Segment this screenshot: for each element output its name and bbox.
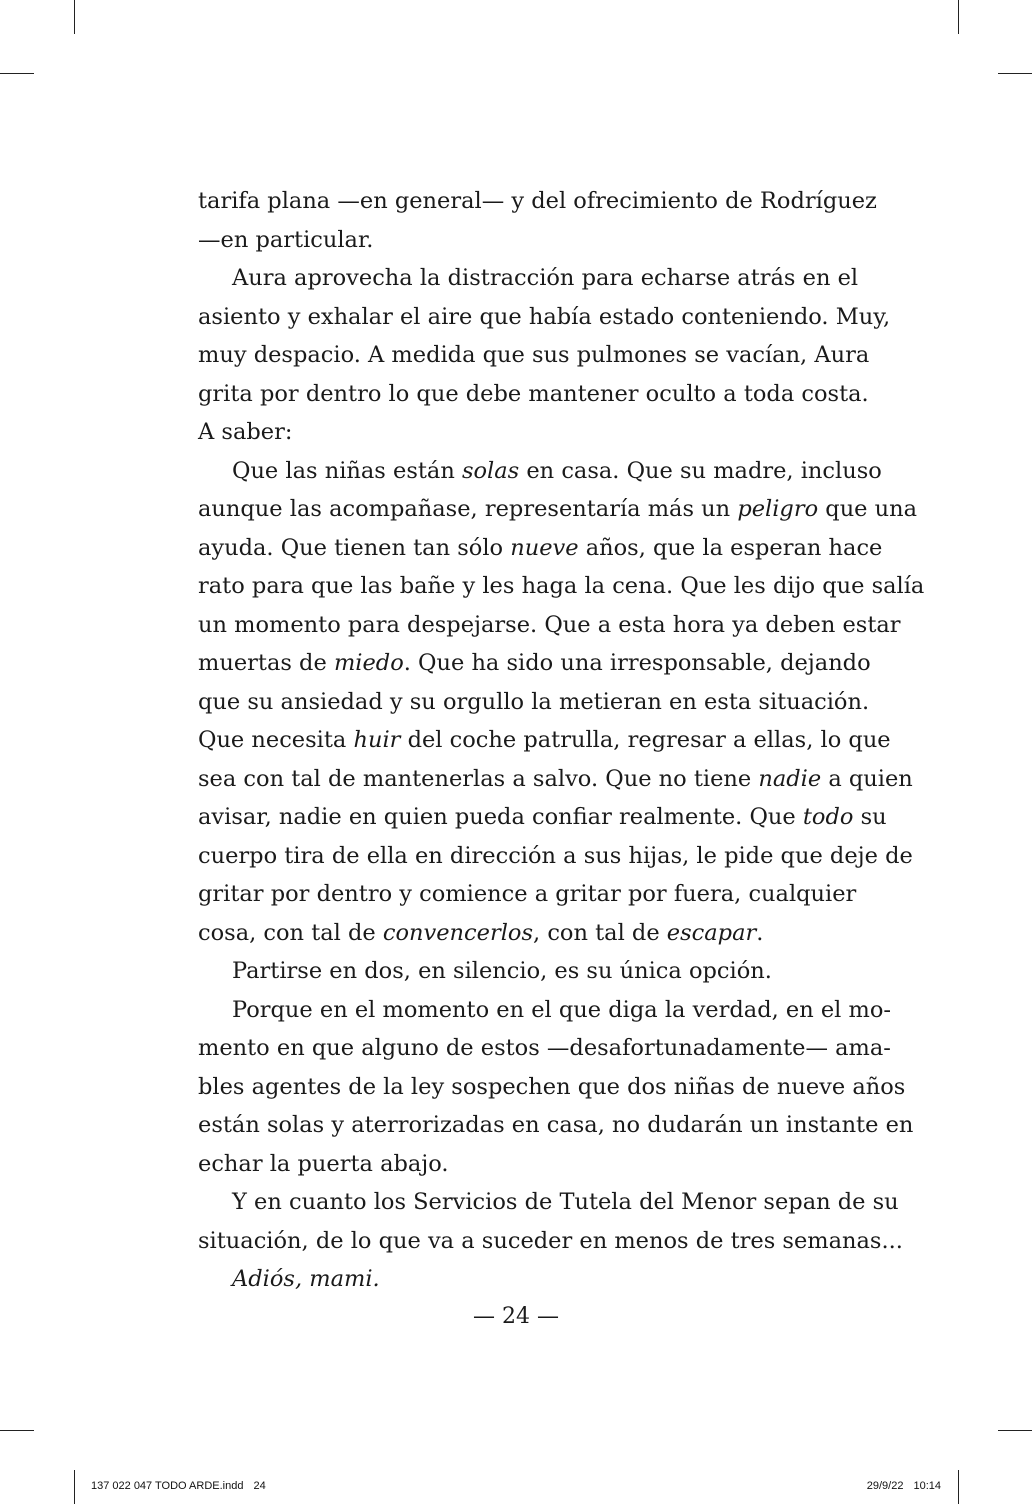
text-line: [198, 1260, 836, 1299]
text-line: echar la puerta abajo.: [198, 1150, 449, 1177]
text-line: sea con tal de mantenerlas a salvo. Que no tiene nadie a quien: [198, 765, 913, 792]
text-line: un momento para despejarse. Que a esta hora ya deben estar: [198, 611, 901, 638]
text-line: Y en cuanto los Servicios de Tutela del Menor sepan de su: [232, 1189, 899, 1215]
text-line: aunque las acompañase, representaría más un peligro que una: [198, 496, 918, 522]
italic-word: miedo: [333, 650, 404, 676]
text-line: avisar, nadie en quien pueda confiar realmente. Que todo su: [198, 804, 887, 830]
text-line: ayuda. Que tienen tan sólo nueve años, que la esperan hace: [198, 534, 883, 561]
text-line: asiento y exhalar el aire que había estado conteniendo. Muy,: [198, 303, 891, 330]
page-number: — 24 —: [473, 1304, 559, 1329]
slug-filename: 137 022 047 TODO ARDE.indd: [91, 1480, 244, 1492]
crop-mark-bottom-right: [958, 1470, 959, 1504]
text-line: Que las niñas están solas en casa. Que su madre, incluso: [232, 457, 882, 484]
italic-word: convencerlos: [382, 919, 534, 946]
italic-word: huir: [353, 727, 401, 753]
slug-page: 24: [253, 1480, 266, 1492]
italic-word: nueve: [510, 534, 579, 561]
slug-time: 10:14: [913, 1480, 941, 1492]
crop-mark-top-right: [958, 0, 959, 34]
text-line: gritar por dentro y comience a gritar por fuera, cualquier: [198, 881, 857, 907]
slug-file-info: [91, 1480, 266, 1492]
italic-word: nadie: [758, 765, 822, 792]
crop-mark-top-left: [74, 0, 75, 34]
text-line: grita por dentro lo que debe mantener oculto a toda costa.: [198, 380, 869, 407]
text-line: mento en que alguno de estos —desafortunadamente— ama-: [198, 1035, 891, 1061]
text-line: —en particular.: [198, 226, 374, 253]
text-line: Partirse en dos, en silencio, es su única opción.: [232, 958, 772, 984]
italic-word: solas: [461, 457, 520, 484]
text-line: Aura aprovecha la distracción para echarse atrás en el: [232, 265, 859, 291]
text-line: rato para que las bañe y les haga la cena. Que les dijo que salía: [198, 573, 925, 599]
text-line: situación, de lo que va a suceder en menos de tres semanas...: [198, 1227, 903, 1254]
slug-timestamp: [867, 1480, 941, 1492]
text-line: tarifa plana —en general— y del ofrecimiento de Rodríguez: [198, 188, 877, 214]
italic-word: escapar: [666, 919, 757, 946]
body-text: [198, 182, 925, 1299]
italic-word: Adiós, mami.: [232, 1266, 380, 1292]
text-line: cosa, con tal de convencerlos, con tal de escapar.: [198, 919, 764, 946]
italic-word: peligro: [737, 496, 819, 522]
text-line: muertas de miedo. Que ha sido una irresponsable, dejando: [198, 650, 871, 676]
italic-word: todo: [802, 804, 854, 830]
text-line: Porque en el momento en el que diga la verdad, en el mo-: [232, 996, 892, 1023]
text-line: cuerpo tira de ella en dirección a sus hijas, le pide que deje de: [198, 842, 913, 869]
crop-mark-bottom-right-h: [998, 1430, 1032, 1431]
crop-mark-top-right-h: [998, 73, 1032, 74]
text-line: A saber:: [198, 419, 293, 445]
crop-mark-bottom-left: [74, 1470, 75, 1504]
text-line: Que necesita huir del coche patrulla, regresar a ellas, lo que: [198, 727, 891, 753]
crop-mark-top-left-h: [0, 73, 34, 74]
crop-mark-bottom-left-h: [0, 1430, 34, 1431]
text-line: que su ansiedad y su orgullo la metieran en esta situación.: [198, 688, 870, 715]
text-line: bles agentes de la ley sospechen que dos niñas de nueve años: [198, 1073, 906, 1100]
text-line: están solas y aterrorizadas en casa, no dudarán un instante en: [198, 1112, 914, 1138]
text-line: muy despacio. A medida que sus pulmones se vacían, Aura: [198, 342, 870, 368]
slug-date: 29/9/22: [866, 1480, 904, 1492]
